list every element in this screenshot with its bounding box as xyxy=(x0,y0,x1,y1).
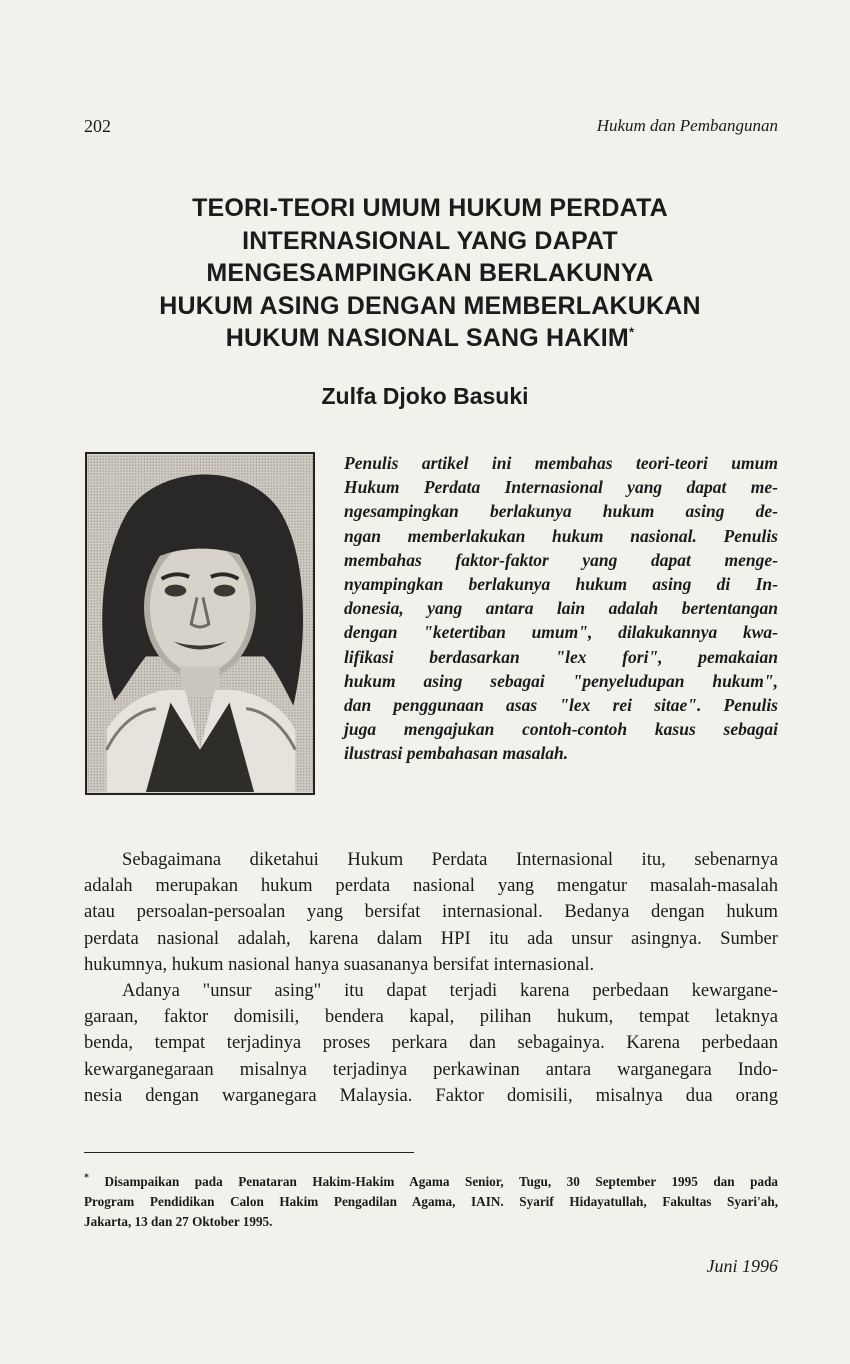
abstract-line: dan penggunaan asas "lex rei sitae". Penulis xyxy=(344,695,778,716)
footnote-line-text: Disampaikan pada Penataran Hakim-Hakim Agama Senior, Tugu, 30 September 1995 dan pada xyxy=(104,1174,778,1189)
footnote xyxy=(84,1172,778,1232)
abstract-line: hukum asing sebagai "penyeludupan hukum", xyxy=(344,670,778,691)
portrait-photo xyxy=(87,454,313,793)
abstract-line: Hukum Perdata Internasional yang dapat me- xyxy=(344,477,778,498)
paragraph-1 xyxy=(84,847,778,978)
title-line: MENGESAMPINGKAN BERLAKUNYA xyxy=(206,259,654,288)
paragraph-2 xyxy=(84,978,778,1109)
body-line: Adanya "unsur asing" itu dapat terjadi karena perbedaan kewargane- xyxy=(122,980,778,1002)
abstract-line: membahas faktor-faktor yang dapat menge- xyxy=(344,549,778,570)
body-line: perdata nasional adalah, karena dalam HPI itu ada unsur asingnya. Sumber xyxy=(84,927,778,949)
running-header xyxy=(84,116,778,140)
title-line: TEORI-TEORI UMUM HUKUM PERDATA xyxy=(192,194,668,222)
footnote-marker: * xyxy=(84,1172,89,1184)
title-footnote-mark: * xyxy=(628,325,635,341)
abstract-line: ngan memberlakukan hukum nasional. Penulis xyxy=(344,525,778,546)
issue-date: Juni 1996 xyxy=(706,1256,778,1276)
abstract-line: ilustrasi pembahasan masalah. xyxy=(344,743,569,764)
abstract-line: ngesampingkan berlakunya hukum asing de- xyxy=(344,501,778,522)
footnote-line: Program Pendidikan Calon Hakim Pengadilan Agama, IAIN. Syarif Hidayatullah, Fakultas Syari'ah, xyxy=(84,1194,778,1209)
author-name: Zulfa Djoko Basuki xyxy=(321,383,529,409)
author-portrait xyxy=(85,452,315,795)
title-line-text: HUKUM NASIONAL SANG HAKIM xyxy=(225,324,629,353)
article-title xyxy=(90,192,770,355)
abstract-line: Penulis artikel ini membahas teori-teori umum xyxy=(344,453,778,473)
body-line: Sebagaimana diketahui Hukum Perdata Internasional itu, sebenarnya xyxy=(122,849,778,870)
title-line-last xyxy=(90,322,770,355)
abstract-line: dengan "ketertiban umum", dilakukannya kwa- xyxy=(344,622,778,643)
abstract xyxy=(344,451,778,766)
title-line: INTERNASIONAL YANG DAPAT xyxy=(242,226,618,255)
body-line: garaan, faktor domisili, bendera kapal, pilihan hukum, tempat letaknya xyxy=(84,1006,778,1028)
body-line: nesia dengan warganegara Malaysia. Faktor domisili, misalnya dua orang xyxy=(84,1084,778,1106)
body-line: benda, tempat terjadinya proses perkara dan sebagainya. Karena perbedaan xyxy=(84,1032,778,1054)
abstract-line: lifikasi berdasarkan "lex fori", pemakaian xyxy=(344,646,778,667)
abstract-line: nyampingkan berlakunya hukum asing di In- xyxy=(344,574,778,595)
body-line: kewarganegaraan misalnya terjadinya perkawinan antara warganegara Indo- xyxy=(84,1058,778,1080)
body-line: atau persoalan-persoalan yang bersifat internasional. Bedanya dengan hukum xyxy=(84,901,778,923)
abstract-line: donesia, yang antara lain adalah bertentangan xyxy=(344,598,778,619)
abstract-line: juga mengajukan contoh-contoh kasus sebagai xyxy=(344,719,778,740)
footnote-line xyxy=(84,1172,778,1192)
footnote-line: Jakarta, 13 dan 27 Oktober 1995. xyxy=(84,1214,273,1229)
body-text xyxy=(84,847,778,1109)
body-line: adalah merupakan hukum perdata nasional yang mengatur masalah-masalah xyxy=(84,875,778,897)
journal-name: Hukum dan Pembangunan xyxy=(596,116,778,135)
page-number: 202 xyxy=(84,116,111,136)
title-line: HUKUM ASING DENGAN MEMBERLAKUKAN xyxy=(159,291,701,320)
footnote-divider xyxy=(84,1152,414,1153)
body-line: hukumnya, hukum nasional hanya suasananya bersifat internasional. xyxy=(84,953,595,975)
